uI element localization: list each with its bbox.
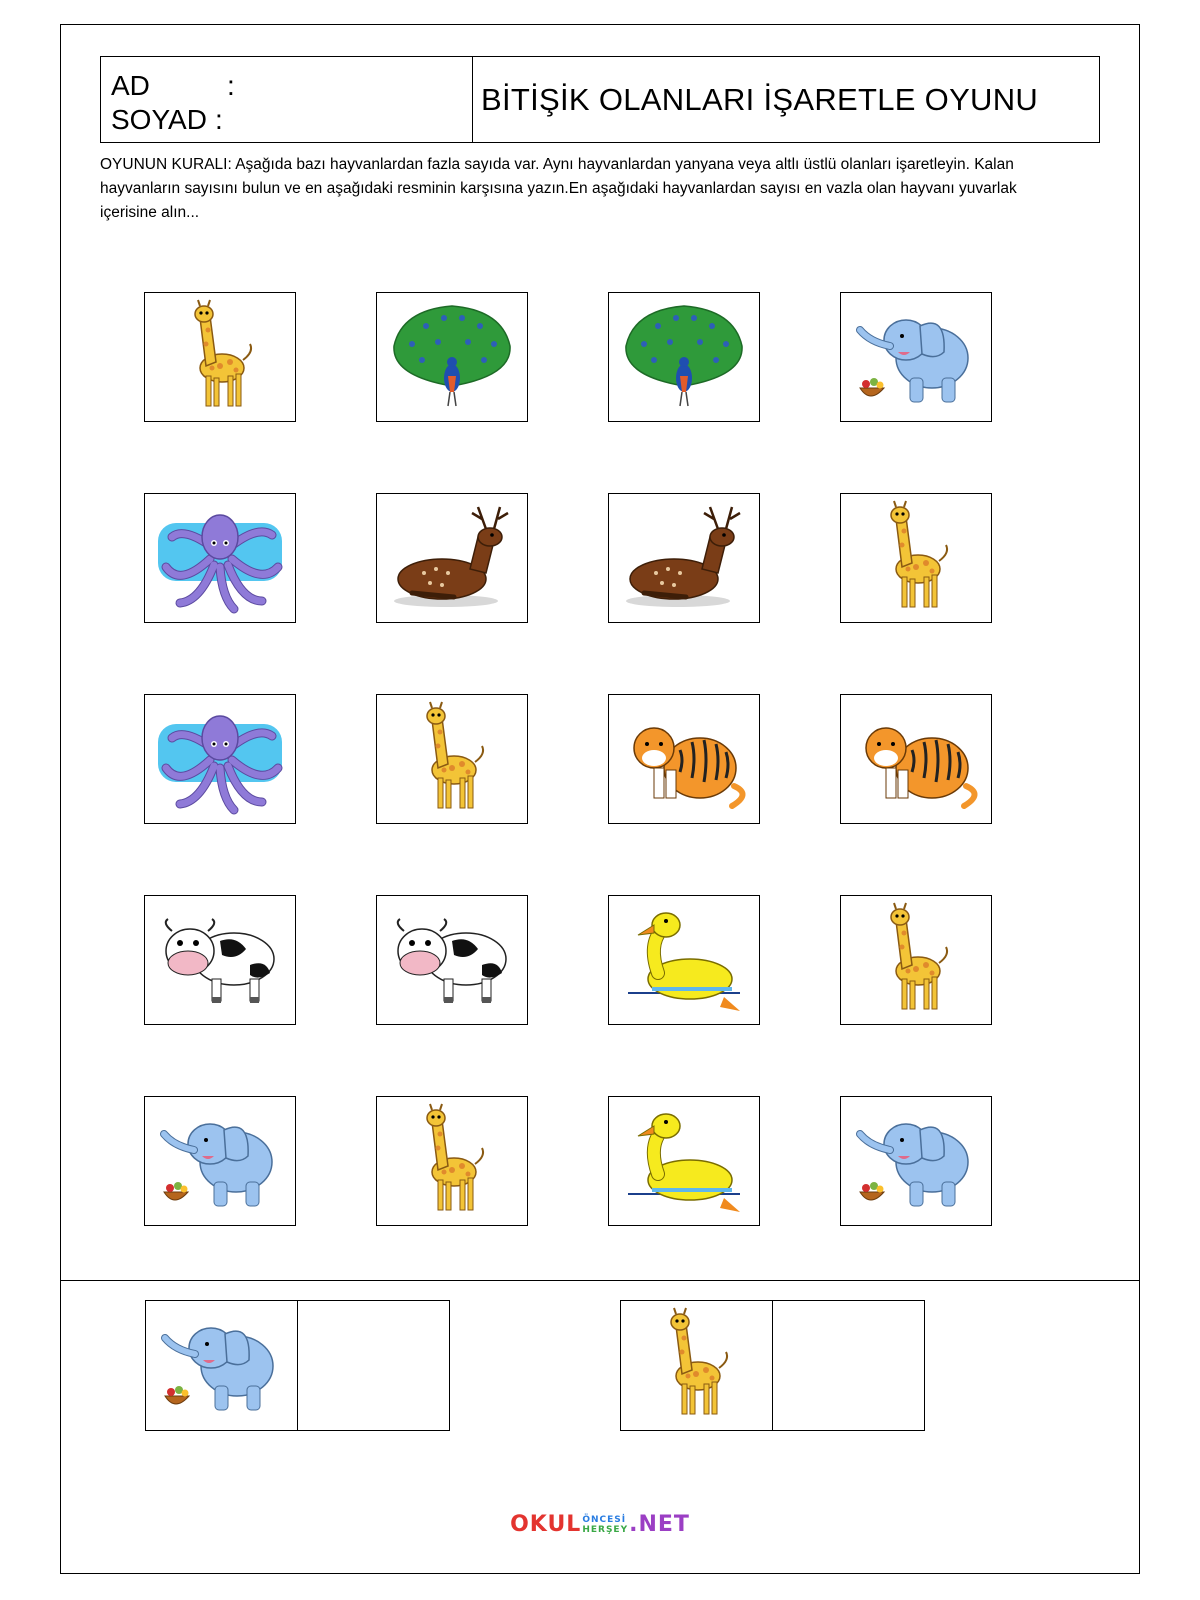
section-divider [60,1280,1140,1281]
deer-icon [614,497,754,620]
surname-label: SOYAD [111,104,207,135]
animal-card-peacock[interactable] [376,292,528,422]
animal-card-cow[interactable] [376,895,528,1025]
logo-part-net: .NET [629,1512,690,1537]
animal-card-octopus[interactable] [144,493,296,623]
student-info [101,57,473,142]
worksheet-header [100,56,1100,143]
animal-card-elephant[interactable] [144,1096,296,1226]
cow-icon [150,899,290,1022]
animal-card-duck[interactable] [608,1096,760,1226]
site-logo [0,1512,1200,1537]
game-rules: OYUNUN KURALI: Aşağıda bazı hayvanlardan fazla sayıda var. Aynı hayvanlardan yanyana veya altlı üstlü olanları işaretleyin. Kalan hayvanların sayısını bulun ve en aşağıdaki resminin karşısına yazın.En aşağıdaki hayvanlardan sayısı en vazla olan hayvanı yuvarlak içerisine alın... [100,156,1017,221]
peacock-icon [614,296,754,419]
answer-box-giraffe [620,1300,925,1431]
giraffe-icon [150,296,290,419]
name-colon: : [227,70,235,101]
animal-card-elephant[interactable] [840,292,992,422]
name-label: AD [111,70,150,101]
elephant-count-field[interactable] [298,1301,450,1430]
animal-card-elephant[interactable] [840,1096,992,1226]
duck-icon [614,899,754,1022]
elephant-icon [151,1304,291,1427]
animal-card-giraffe[interactable] [376,694,528,824]
animal-card-duck[interactable] [608,895,760,1025]
animal-card-octopus[interactable] [144,694,296,824]
logo-part-hersey: HERŞEY [582,1525,629,1535]
answer-giraffe-picture [621,1301,773,1430]
animal-card-peacock[interactable] [608,292,760,422]
cow-icon [382,899,522,1022]
animal-card-tiger[interactable] [608,694,760,824]
worksheet-title: BİTİŞİK OLANLARI İŞARETLE OYUNU [481,81,1039,117]
animal-card-giraffe[interactable] [144,292,296,422]
duck-icon [614,1100,754,1223]
logo-part-oncesi: ÖNCESİ [582,1515,627,1525]
animal-card-giraffe[interactable] [840,895,992,1025]
octopus-icon [150,497,290,620]
giraffe-icon [626,1304,766,1427]
giraffe-count-field[interactable] [773,1301,925,1430]
octopus-icon [150,698,290,821]
answer-elephant-picture [146,1301,298,1430]
animal-card-tiger[interactable] [840,694,992,824]
giraffe-icon [846,899,986,1022]
deer-icon [382,497,522,620]
elephant-icon [150,1100,290,1223]
peacock-icon [382,296,522,419]
tiger-icon [846,698,986,821]
elephant-icon [846,1100,986,1223]
giraffe-icon [846,497,986,620]
animal-card-deer[interactable] [376,493,528,623]
animal-card-deer[interactable] [608,493,760,623]
animal-card-giraffe[interactable] [840,493,992,623]
surname-colon: : [214,104,223,135]
animal-card-cow[interactable] [144,895,296,1025]
elephant-icon [846,296,986,419]
answer-box-elephant [145,1300,450,1431]
logo-part-okul: OKUL [510,1512,582,1537]
giraffe-icon [382,1100,522,1223]
giraffe-icon [382,698,522,821]
tiger-icon [614,698,754,821]
animal-card-giraffe[interactable] [376,1096,528,1226]
